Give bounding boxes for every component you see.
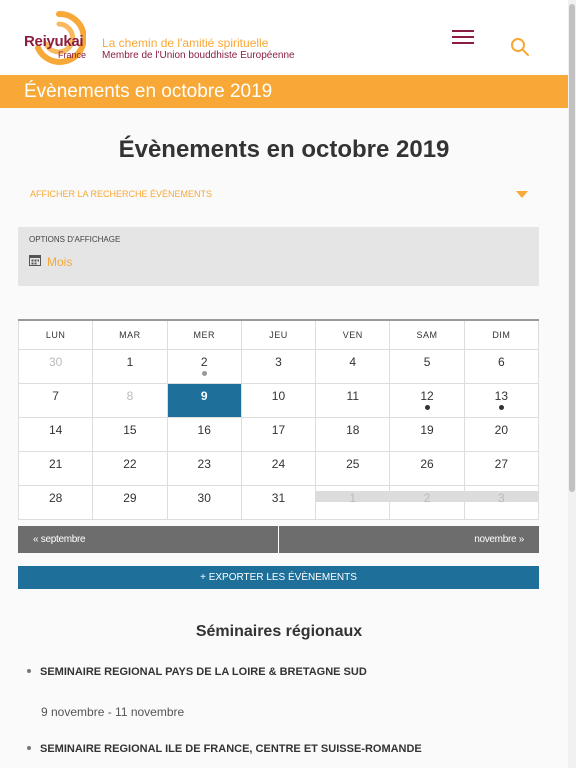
calendar-day-number: 26: [420, 457, 434, 471]
calendar-day-number: 30: [48, 355, 63, 369]
calendar-day-number: 23: [197, 457, 211, 471]
calendar-day-number: 4: [349, 355, 357, 369]
calendar-week-row: [18, 418, 539, 452]
calendar-day-number: 10: [271, 389, 286, 403]
hamburger-menu-icon[interactable]: [452, 30, 474, 46]
calendar-day-number: 8: [126, 389, 134, 403]
calendar-week-row: [18, 384, 539, 418]
bullet-icon: [27, 746, 31, 750]
section-title: Séminaires régionaux: [195, 623, 363, 640]
scrollbar-thumb[interactable]: [569, 4, 575, 492]
calendar-day-number: 31: [271, 491, 286, 505]
event-indicator-dot: [425, 405, 430, 410]
calendar-day-number: 28: [48, 491, 63, 505]
bullet-icon: [27, 669, 31, 673]
calendar-day-cell[interactable]: [18, 350, 93, 384]
weekday-header: DIM: [465, 321, 539, 350]
calendar-day-cell[interactable]: [168, 452, 242, 486]
calendar-week-row: [18, 350, 539, 384]
calendar-day-cell[interactable]: [242, 384, 316, 418]
calendar-day-cell[interactable]: [93, 452, 167, 486]
search-icon[interactable]: [510, 37, 530, 57]
calendar-day-cell[interactable]: [18, 452, 93, 486]
calendar-day-cell[interactable]: [18, 418, 93, 452]
site-logo[interactable]: [24, 10, 324, 68]
calendar-day-number: 16: [197, 423, 211, 437]
calendar-day-cell[interactable]: [390, 452, 464, 486]
site-header: [0, 0, 568, 75]
calendar-day-number: 21: [48, 457, 63, 471]
calendar-day-number: 15: [123, 423, 137, 437]
calendar-day-number: 3: [275, 355, 282, 369]
calendar-day-number: 12: [420, 389, 434, 403]
calendar-day-cell[interactable]: [168, 384, 242, 418]
calendar-day-number: 11: [346, 389, 359, 403]
calendar-day-cell[interactable]: [93, 418, 167, 452]
calendar-day-cell[interactable]: [316, 418, 390, 452]
event-indicator-dot: [499, 405, 504, 410]
view-mode-select[interactable]: Mois: [47, 255, 73, 269]
calendar-day-number: 1: [126, 355, 134, 369]
calendar-day-number: 9: [200, 389, 208, 403]
calendar-week-row: [18, 452, 539, 486]
calendar-day-number: 5: [423, 355, 431, 369]
show-event-search-link[interactable]: AFFICHER LA RECHERCHE ÉVÈNEMENTS: [30, 189, 213, 199]
calendar-body: [18, 350, 539, 520]
calendar-day-cell[interactable]: [465, 384, 539, 418]
event-indicator-dot: [202, 371, 207, 376]
weekday-header: LUN: [18, 321, 93, 350]
calendar-day-cell[interactable]: [242, 350, 316, 384]
calendar-day-cell[interactable]: [316, 350, 390, 384]
weekday-header-row: [18, 321, 539, 350]
event-title: SEMINAIRE REGIONAL ILE DE FRANCE, CENTRE ET SUISSE-ROMANDE: [40, 743, 422, 755]
logo-tagline: La chemin de l'amitié spirituelle: [102, 36, 269, 50]
page-title-bar: [0, 75, 568, 108]
calendar-day-cell[interactable]: [316, 384, 390, 418]
calendar-day-number: 2: [200, 355, 208, 369]
month-navigation: [18, 526, 539, 553]
calendar-day-cell[interactable]: [316, 452, 390, 486]
calendar-day-number: 24: [271, 457, 286, 471]
month-calendar: [18, 319, 539, 520]
logo-subtagline: Membre de l'Union bouddhiste Européenne: [102, 50, 295, 61]
calendar-week-row: [18, 486, 539, 520]
calendar-day-cell[interactable]: [465, 452, 539, 486]
calendar-day-cell[interactable]: [93, 350, 167, 384]
calendar-day-cell[interactable]: [390, 350, 464, 384]
logo-country: France: [58, 50, 87, 60]
event-item[interactable]: [27, 743, 422, 755]
calendar-day-cell[interactable]: [242, 452, 316, 486]
calendar-day-cell[interactable]: [390, 486, 464, 520]
calendar-day-cell[interactable]: [18, 384, 93, 418]
calendar-day-cell[interactable]: [168, 418, 242, 452]
calendar-day-number: 2: [423, 491, 431, 505]
calendar-day-cell[interactable]: [93, 384, 167, 418]
export-events-button[interactable]: + EXPORTER LES ÉVÈNEMENTS: [18, 566, 539, 589]
calendar-day-cell[interactable]: [316, 486, 390, 520]
calendar-day-number: 3: [497, 491, 505, 505]
next-month-button[interactable]: novembre »: [279, 526, 539, 553]
calendar-day-cell[interactable]: [168, 486, 242, 520]
calendar-day-cell[interactable]: [242, 486, 316, 520]
weekday-header: JEU: [242, 321, 316, 350]
weekday-header: MER: [168, 321, 242, 350]
calendar-day-number: 14: [48, 423, 63, 437]
weekday-header: SAM: [390, 321, 464, 350]
calendar-day-number: 17: [271, 423, 286, 437]
calendar-day-number: 30: [197, 491, 211, 505]
calendar-day-cell[interactable]: [390, 418, 464, 452]
calendar-day-number: 27: [494, 457, 508, 471]
logo-name: Reiyukai: [24, 33, 84, 50]
display-options-label: OPTIONS D'AFFICHAGE: [29, 235, 121, 244]
previous-month-button[interactable]: « septembre: [18, 526, 279, 553]
calendar-day-number: 7: [52, 389, 59, 403]
calendar-day-number: 20: [494, 423, 508, 437]
scrollbar[interactable]: [568, 0, 576, 768]
calendar-day-number: 29: [123, 491, 137, 505]
calendar-day-cell[interactable]: [242, 418, 316, 452]
chevron-down-icon[interactable]: [516, 191, 528, 198]
weekday-header: MAR: [93, 321, 167, 350]
event-date: 9 novembre - 11 novembre: [41, 705, 185, 719]
calendar-day-number: 19: [420, 423, 434, 437]
calendar-day-cell[interactable]: [465, 418, 539, 452]
calendar-day-cell[interactable]: [93, 486, 167, 520]
calendar-day-cell[interactable]: [18, 486, 93, 520]
page-title: Évènements en octobre 2019: [118, 136, 450, 163]
calendar-day-cell[interactable]: [390, 384, 464, 418]
weekday-header: VEN: [316, 321, 390, 350]
calendar-day-number: 13: [494, 389, 508, 403]
calendar-day-number: 22: [123, 457, 137, 471]
display-options-panel: [18, 227, 539, 286]
calendar-day-number: 25: [346, 457, 360, 471]
calendar-day-number: 18: [346, 423, 360, 437]
title-bar-text: Évènements en octobre 2019: [24, 81, 273, 102]
event-title: SEMINAIRE REGIONAL PAYS DE LA LOIRE & BRETAGNE SUD: [40, 666, 367, 678]
calendar-icon: [29, 254, 41, 266]
calendar-day-number: 1: [349, 491, 357, 505]
calendar-day-cell[interactable]: [465, 486, 539, 520]
calendar-day-cell[interactable]: [465, 350, 539, 384]
event-item[interactable]: [27, 666, 367, 678]
calendar-day-cell[interactable]: [168, 350, 242, 384]
calendar-day-number: 6: [497, 355, 505, 369]
